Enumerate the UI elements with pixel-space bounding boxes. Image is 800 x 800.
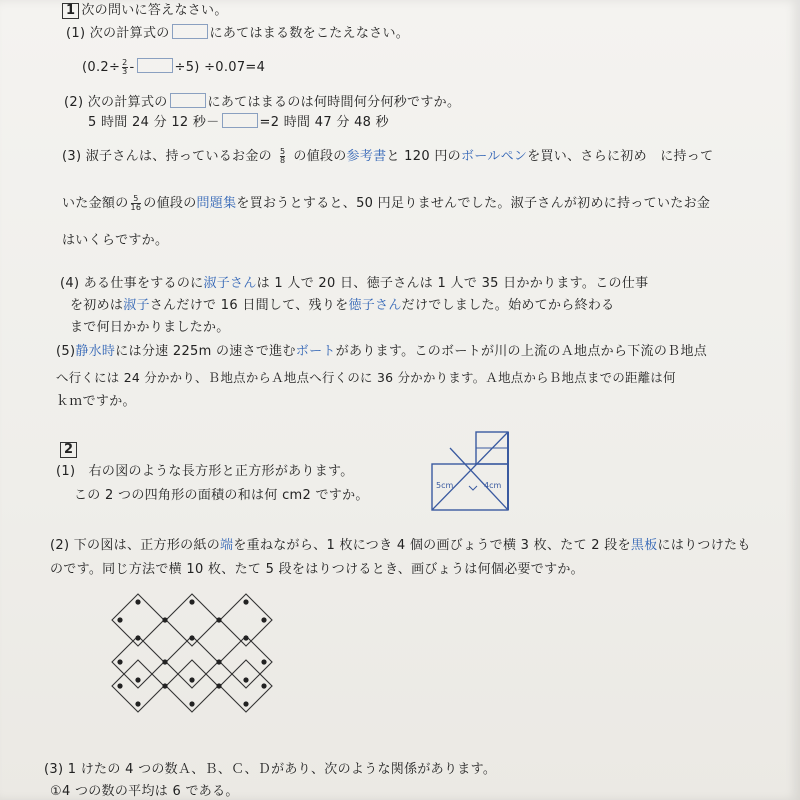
frac-den: 16 [130, 203, 142, 212]
frac-den: 8 [279, 156, 286, 165]
keyword-ballpoint-pen: ボールペン [460, 149, 528, 164]
q2-1-line1: (1) 右の図のような長方形と正方形があります。 [56, 464, 354, 479]
keyword-reference-book: 参考書 [346, 149, 387, 164]
frac-num: 5 [279, 147, 286, 156]
thumbtack-icon [117, 617, 122, 622]
keyword-yoshiko-san: 淑子さん [203, 276, 257, 291]
q1-3-t1: の値段の [293, 149, 347, 164]
expr-part-a: (0.2÷ [82, 60, 121, 75]
section2-number: 2 [60, 442, 77, 458]
q1-3-line1 [62, 148, 713, 165]
thumbtack-icon [261, 617, 266, 622]
thumbtack-icon [162, 659, 167, 664]
q1-1-expression [82, 58, 265, 76]
thumbtack-icon [216, 659, 221, 664]
frac-den: 3 [122, 67, 128, 76]
thumbtack-icon [162, 683, 167, 688]
q1-3-line3: はいくらですか。 [62, 233, 169, 248]
q1-4-b: は 1 人で 20 日、徳子さんは 1 人で 35 日かかります。この仕事 [256, 276, 649, 291]
thumbtack-tiling-figure [98, 590, 298, 720]
q1-4-a: (4) ある仕事をするのに [60, 276, 204, 291]
thumbtack-icon [117, 683, 122, 688]
figure-label-5cm: 5cm [436, 481, 454, 490]
q2-2-c: にはりつけたも [657, 538, 751, 553]
q1-2-prompt [64, 93, 460, 111]
q1-4-d: さんだけで 16 日間して、残りを [149, 298, 349, 313]
q1-4-c: を初めは [70, 298, 124, 313]
expr-part-b: =2 時間 47 分 48 秒 [259, 115, 389, 130]
q1-5-line3: ｋｍですか。 [56, 394, 136, 409]
q1-4-e: だけでしました。始めてから終わる [401, 298, 615, 313]
q1-4-line1 [60, 276, 648, 292]
thumbtack-icon [189, 677, 194, 682]
q1-3-t2: と 120 円の [386, 149, 461, 164]
keyword-yoshiko: 淑子 [123, 298, 150, 313]
keyword-boat: ボート [295, 344, 336, 359]
q1-1-text: にあてはまる数をこたえなさい。 [209, 26, 410, 41]
thumbtack-icon [162, 617, 167, 622]
q1-3-label: (3) 淑子さんは、持っているお金の [62, 149, 272, 164]
q1-3-l2a: いた金額の [62, 196, 129, 211]
thumbtack-icon [261, 683, 266, 688]
thumbtack-icon [189, 635, 194, 640]
q2-2-line1 [50, 538, 751, 554]
q1-1-prompt [66, 24, 409, 42]
q2-2-b: を重ねながら、1 枚につき 4 個の画びょうで横 3 枚、たて 2 段を [233, 538, 631, 553]
frac-num: 2 [122, 58, 128, 67]
section1-heading [62, 3, 228, 19]
q1-2-label: (2) 次の計算式の [64, 95, 168, 110]
keyword-tokuko-san: 徳子さん [348, 298, 402, 313]
keyword-problem-book: 問題集 [196, 196, 237, 211]
expr-part-c: ÷5) ÷0.07=4 [174, 60, 266, 75]
answer-box [137, 58, 173, 73]
thumbtack-icon [189, 599, 194, 604]
keyword-edge: 端 [220, 538, 234, 553]
q1-5-a: (5) [56, 344, 76, 359]
q1-5-line1 [56, 344, 707, 360]
fraction-5-8 [280, 148, 285, 165]
q1-5-b: には分速 225m の速さで進む [115, 344, 296, 359]
section1-number: 1 [62, 3, 79, 19]
rectangle-square-figure [424, 428, 536, 518]
q1-3-t3: を買い、さらに初め に持って [527, 149, 714, 164]
q1-4-line3: まで何日かかりましたか。 [70, 320, 230, 335]
thumbtack-icon [216, 683, 221, 688]
expr-part-a: 5 時間 24 分 12 秒－ [88, 115, 220, 130]
q1-4-line2 [70, 298, 614, 314]
q1-3-l2c: を買おうとすると、50 円足りませんでした。淑子さんが初めに持っていたお金 [236, 196, 711, 211]
thumbtack-icon [243, 677, 248, 682]
thumbtack-icon [216, 617, 221, 622]
keyword-blackboard: 黒板 [630, 538, 658, 553]
q2-3-line2: ①4 つの数の平均は 6 である。 [50, 784, 239, 799]
answer-box [222, 113, 258, 128]
fraction-5-16 [131, 195, 142, 212]
thumbtack-icon [261, 659, 266, 664]
figure-label-4cm: 4cm [484, 481, 502, 490]
thumbtack-icon [135, 677, 140, 682]
q2-2-a: (2) 下の図は、正方形の紙の [50, 538, 221, 553]
thumbtack-icon [117, 659, 122, 664]
keyword-still-water: 静水時 [75, 344, 116, 359]
thumbtack-icon [135, 599, 140, 604]
section2-heading [60, 442, 79, 458]
section1-heading-text: 次の問いに答えなさい。 [81, 3, 228, 18]
thumbtack-icon [135, 635, 140, 640]
thumbtack-icon [243, 599, 248, 604]
q1-2-text: にあてはまるのは何時間何分何秒ですか。 [207, 95, 461, 110]
q1-3-l2b: の値段の [143, 196, 197, 211]
thumbtack-icon [243, 635, 248, 640]
q1-1-label: (1) 次の計算式の [66, 26, 170, 41]
q2-1-line2: この 2 つの四角形の面積の和は何 cm2 ですか。 [74, 488, 369, 503]
thumbtack-icon [189, 701, 194, 706]
q1-5-c: があります。このボートが川の上流のＡ地点から下流のＢ地点 [335, 344, 708, 359]
fraction-2-3 [122, 59, 127, 76]
q1-3-line2 [62, 195, 710, 212]
answer-box [170, 93, 206, 108]
q1-2-expression [88, 113, 389, 131]
thumbtack-icon [135, 701, 140, 706]
expr-part-b: - [129, 60, 135, 75]
answer-box [172, 24, 208, 39]
thumbtack-icon [243, 701, 248, 706]
q2-3-line1: (3) 1 けたの 4 つの数Ａ、Ｂ、Ｃ、Ｄがあり、次のような関係があります。 [44, 762, 497, 777]
q1-5-line2: へ行くには 24 分かかり、Ｂ地点からＡ地点へ行くのに 36 分かかります。Ａ地点からＢ地点までの距離は何 [56, 370, 676, 385]
q2-2-line2: のです。同じ方法で横 10 枚、たて 5 段をはりつけるとき、画びょうは何個必要ですか。 [50, 562, 584, 577]
frac-num: 5 [131, 195, 142, 204]
